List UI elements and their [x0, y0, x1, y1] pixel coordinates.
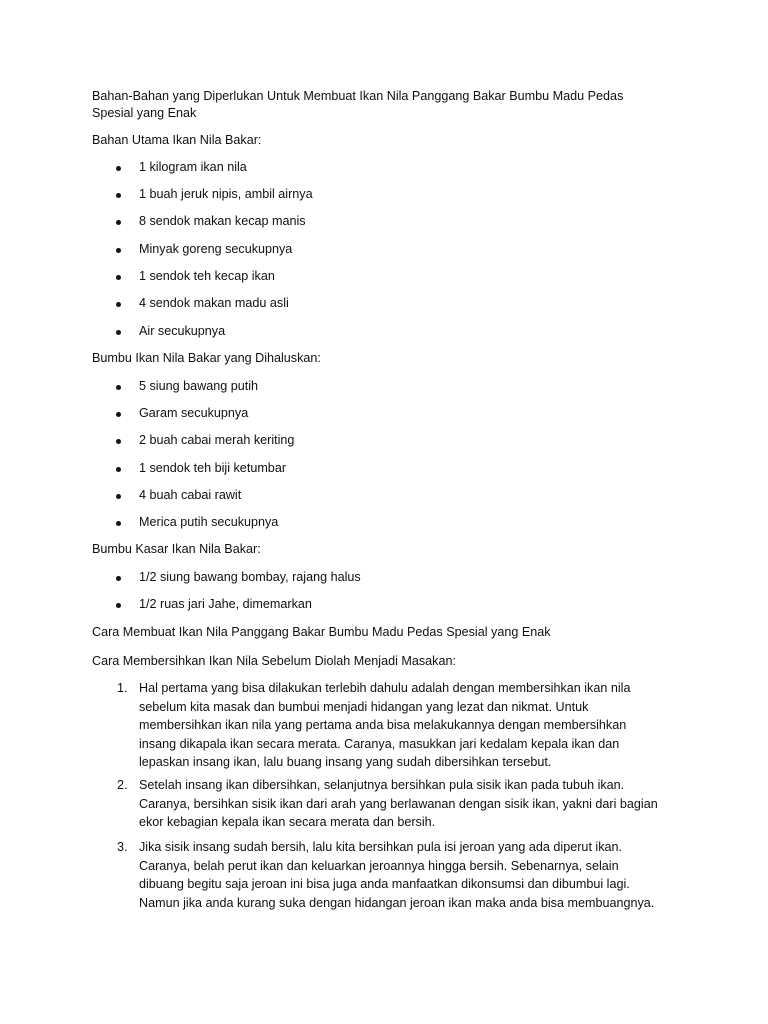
list-item: 8 sendok makan kecap manis — [139, 214, 306, 228]
bullet-icon — [116, 521, 121, 526]
bullet-icon — [116, 603, 121, 608]
list-item: Garam secukupnya — [139, 406, 249, 420]
step-line: membersihkan ikan nila yang pertama anda bisa melakukannya dengan membersihkan — [139, 718, 627, 732]
document-title-line-2: Spesial yang Enak — [92, 106, 197, 120]
step-line: dibuang begitu saja jeroan ini bisa juga anda manfaatkan dikonsumsi dan dibumbui lagi. — [139, 877, 630, 891]
step-line: sebelum kita masak dan bumbui menjadi hidangan yang lezat dan nikmat. Untuk — [139, 699, 589, 714]
bullet-icon — [116, 385, 121, 390]
step-line: Setelah insang ikan dibersihkan, selanjutnya bersihkan pula sisik ikan pada tubuh ikan. — [139, 778, 625, 792]
document-title-line-1: Bahan-Bahan yang Diperlukan Untuk Membuat Ikan Nila Panggang Bakar Bumbu Madu Pedas — [92, 89, 624, 103]
bullet-icon — [116, 166, 121, 171]
bullet-icon — [116, 467, 121, 472]
step-paragraph-3 — [139, 838, 679, 912]
step-line: insang dikapala ikan secara merata. Caranya, masukkan jari kedalam kepala ikan dan — [139, 736, 620, 751]
method-title: Cara Membuat Ikan Nila Panggang Bakar Bumbu Madu Pedas Spesial yang Enak — [92, 625, 551, 639]
step-line: Hal pertama yang bisa dilakukan terlebih dahulu adalah dengan membersihkan ikan nila — [139, 681, 631, 695]
step-paragraph-1 — [139, 679, 679, 772]
bullet-icon — [116, 494, 121, 499]
step-number: 1. — [117, 681, 128, 695]
bullet-icon — [116, 302, 121, 307]
bullet-icon — [116, 275, 121, 280]
step-paragraph-2 — [139, 776, 679, 832]
list-item: 1 kilogram ikan nila — [139, 160, 247, 174]
section-heading-bumbu-dihaluskan: Bumbu Ikan Nila Bakar yang Dihaluskan: — [92, 351, 321, 365]
step-number: 3. — [117, 840, 128, 854]
list-item: 5 siung bawang putih — [139, 379, 259, 393]
bullet-icon — [116, 220, 121, 225]
list-item: 1 sendok teh biji ketumbar — [139, 461, 287, 475]
step-number: 2. — [117, 778, 128, 792]
section-heading-bumbu-kasar: Bumbu Kasar Ikan Nila Bakar: — [92, 542, 261, 556]
bullet-icon — [116, 576, 121, 581]
list-item: 4 sendok makan madu asli — [139, 296, 289, 310]
step-line: Namun jika anda kurang suka dengan hidangan jeroan ikan maka anda bisa membuangnya. — [139, 895, 655, 910]
bullet-icon — [116, 412, 121, 417]
bullet-icon — [116, 248, 121, 253]
list-item: Air secukupnya — [139, 324, 226, 338]
list-item: 2 buah cabai merah keriting — [139, 433, 295, 447]
bullet-icon — [116, 330, 121, 335]
cleaning-heading: Cara Membersihkan Ikan Nila Sebelum Diolah Menjadi Masakan: — [92, 654, 456, 668]
step-line: lepaskan insang ikan, lalu buang insang yang sudah dibersihkan tersebut. — [139, 755, 552, 769]
list-item: 1 buah jeruk nipis, ambil airnya — [139, 187, 313, 201]
section-heading-bahan-utama: Bahan Utama Ikan Nila Bakar: — [92, 133, 262, 147]
list-item: 1/2 siung bawang bombay, rajang halus — [139, 570, 361, 584]
step-line: Caranya, belah perut ikan dan keluarkan jeroannya hingga bersih. Sebenarnya, selain — [139, 858, 619, 873]
list-item: Merica putih secukupnya — [139, 515, 279, 529]
bullet-icon — [116, 193, 121, 198]
step-line: ekor kebagian kepala ikan secara merata dan bersih. — [139, 815, 436, 829]
bullet-icon — [116, 439, 121, 444]
step-line: Jika sisik insang sudah bersih, lalu kita bersihkan pula isi jeroan yang ada diperut ikan. — [139, 840, 623, 854]
list-item: Minyak goreng secukupnya — [139, 242, 293, 256]
step-line: Caranya, bersihkan sisik ikan dari arah yang berlawanan dengan sisik ikan, yakni dari bagian — [139, 796, 658, 811]
list-item: 4 buah cabai rawit — [139, 488, 242, 502]
list-item: 1/2 ruas jari Jahe, dimemarkan — [139, 597, 312, 611]
list-item: 1 sendok teh kecap ikan — [139, 269, 275, 283]
